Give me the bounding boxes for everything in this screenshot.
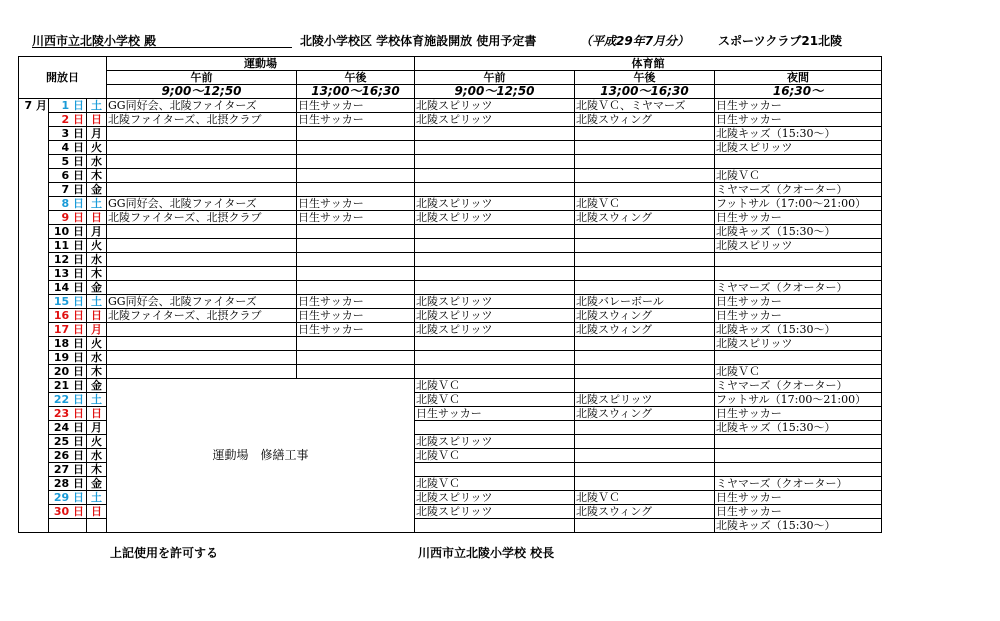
gym-night-cell: ミヤマーズ（クオーター）	[715, 183, 882, 197]
gym-afternoon-cell	[575, 169, 715, 183]
weekday-cell: 土	[87, 99, 107, 113]
weekday-cell: 日	[87, 505, 107, 519]
ground-afternoon-cell: 日生サッカー	[297, 295, 415, 309]
gym-night-cell: フットサル（17:00～21:00）	[715, 197, 882, 211]
day-cell: 24 日	[49, 421, 87, 435]
weekday-cell: 土	[87, 393, 107, 407]
gym-morning-cell	[415, 337, 575, 351]
gym-night-cell: 北陵キッズ（15:30～）	[715, 421, 882, 435]
gym-night-cell	[715, 155, 882, 169]
ground-morning-cell	[107, 267, 297, 281]
gym-afternoon-cell	[575, 155, 715, 169]
gym-morning-cell	[415, 519, 575, 533]
gym-afternoon-cell	[575, 379, 715, 393]
weekday-cell: 日	[87, 309, 107, 323]
gym-morning-cell	[415, 141, 575, 155]
gym-night-cell: 日生サッカー	[715, 407, 882, 421]
gym-morning-cell: 北陵スピリッツ	[415, 211, 575, 225]
day-cell: 8 日	[49, 197, 87, 211]
day-cell: 3 日	[49, 127, 87, 141]
gym-afternoon-cell: 北陵スピリッツ	[575, 393, 715, 407]
gym-afternoon-cell	[575, 281, 715, 295]
document-period: （平成29年7月分）	[580, 34, 690, 48]
ground-morning-cell: GG同好会、北陵ファイターズ	[107, 197, 297, 211]
day-cell: 15 日	[49, 295, 87, 309]
gym-afternoon-cell	[575, 449, 715, 463]
ground-morning-header: 午前	[107, 71, 297, 85]
table-row	[19, 99, 882, 113]
ground-afternoon-cell	[297, 169, 415, 183]
weekday-cell: 水	[87, 449, 107, 463]
gym-afternoon-cell: 北陵スウィング	[575, 211, 715, 225]
ground-morning-cell	[107, 127, 297, 141]
gym-morning-cell: 北陵ＶＣ	[415, 379, 575, 393]
gym-night-cell	[715, 435, 882, 449]
table-row	[19, 155, 882, 169]
ground-morning-cell	[107, 337, 297, 351]
ground-morning-cell: 北陵ファイターズ、北摂クラブ	[107, 309, 297, 323]
day-cell: 5 日	[49, 155, 87, 169]
ground-afternoon-cell	[297, 141, 415, 155]
day-cell: 29 日	[49, 491, 87, 505]
gym-afternoon-cell	[575, 477, 715, 491]
gym-afternoon-cell	[575, 225, 715, 239]
weekday-cell: 日	[87, 211, 107, 225]
gym-afternoon-cell: 北陵スウィング	[575, 505, 715, 519]
day-cell: 11 日	[49, 239, 87, 253]
gym-morning-cell: 北陵ＶＣ	[415, 393, 575, 407]
gym-morning-cell: 北陵スピリッツ	[415, 491, 575, 505]
ground-morning-cell	[107, 323, 297, 337]
day-cell: 19 日	[49, 351, 87, 365]
gym-afternoon-cell	[575, 435, 715, 449]
ground-afternoon-cell	[297, 253, 415, 267]
day-cell: 6 日	[49, 169, 87, 183]
gym-night-cell	[715, 253, 882, 267]
gym-afternoon-cell	[575, 421, 715, 435]
gym-afternoon-cell	[575, 239, 715, 253]
gym-morning-cell	[415, 351, 575, 365]
table-row	[19, 127, 882, 141]
gym-night-cell: 日生サッカー	[715, 309, 882, 323]
club-name: スポーツクラブ21北陵	[718, 34, 843, 48]
gym-header: 体育館	[415, 57, 882, 71]
ground-afternoon-cell	[297, 239, 415, 253]
day-cell: 28 日	[49, 477, 87, 491]
gym-morning-cell: 北陵スピリッツ	[415, 113, 575, 127]
gym-night-cell	[715, 351, 882, 365]
gym-afternoon-cell	[575, 365, 715, 379]
document-title: 北陵小学校区 学校体育施設開放 使用予定書	[300, 34, 537, 48]
gym-morning-cell: 北陵スピリッツ	[415, 309, 575, 323]
day-cell: 14 日	[49, 281, 87, 295]
ground-afternoon-cell	[297, 351, 415, 365]
gym-night-cell: 北陵ＶＣ	[715, 365, 882, 379]
ground-afternoon-cell: 日生サッカー	[297, 323, 415, 337]
ground-morning-cell: 北陵ファイターズ、北摂クラブ	[107, 211, 297, 225]
gym-night-cell: 北陵ＶＣ	[715, 169, 882, 183]
gym-night-cell: 北陵キッズ（15:30～）	[715, 323, 882, 337]
ground-afternoon-cell	[297, 155, 415, 169]
gym-night-cell: ミヤマーズ（クオーター）	[715, 379, 882, 393]
gym-morning-header: 午前	[415, 71, 575, 85]
gym-morning-cell: 北陵スピリッツ	[415, 295, 575, 309]
weekday-cell	[87, 519, 107, 533]
gym-morning-cell: 北陵スピリッツ	[415, 323, 575, 337]
gym-morning-cell: 北陵スピリッツ	[415, 505, 575, 519]
gym-morning-cell: 北陵スピリッツ	[415, 197, 575, 211]
gym-morning-cell	[415, 281, 575, 295]
weekday-cell: 金	[87, 183, 107, 197]
gym-night-cell: ミヤマーズ（クオーター）	[715, 477, 882, 491]
day-cell: 18 日	[49, 337, 87, 351]
ground-morning-cell	[107, 183, 297, 197]
month-cell: 7 月	[19, 99, 49, 533]
day-cell: 25 日	[49, 435, 87, 449]
ground-construction-cell: 運動場 修繕工事	[107, 379, 415, 533]
gym-morning-cell: 日生サッカー	[415, 407, 575, 421]
open-day-header: 開放日	[19, 57, 107, 99]
ground-afternoon-cell	[297, 267, 415, 281]
weekday-cell: 火	[87, 141, 107, 155]
ground-morning-time: 9;00～12;50	[107, 85, 297, 99]
gym-night-cell: 日生サッカー	[715, 505, 882, 519]
gym-night-cell: 北陵キッズ（15:30～）	[715, 225, 882, 239]
day-cell	[49, 519, 87, 533]
gym-night-cell	[715, 449, 882, 463]
gym-morning-cell	[415, 239, 575, 253]
ground-afternoon-time: 13;00～16;30	[297, 85, 415, 99]
gym-afternoon-cell	[575, 337, 715, 351]
weekday-cell: 月	[87, 421, 107, 435]
schedule-body	[19, 99, 882, 533]
weekday-cell: 金	[87, 379, 107, 393]
gym-night-cell: 北陵キッズ（15:30～）	[715, 519, 882, 533]
gym-morning-cell	[415, 463, 575, 477]
gym-afternoon-time: 13;00～16;30	[575, 85, 715, 99]
gym-afternoon-header: 午後	[575, 71, 715, 85]
permit-text: 上記使用を許可する	[110, 546, 219, 560]
day-cell: 26 日	[49, 449, 87, 463]
gym-morning-cell	[415, 169, 575, 183]
weekday-cell: 火	[87, 337, 107, 351]
gym-morning-cell	[415, 253, 575, 267]
weekday-cell: 金	[87, 477, 107, 491]
day-cell: 10 日	[49, 225, 87, 239]
ground-afternoon-cell	[297, 281, 415, 295]
gym-afternoon-cell: 北陵スウィング	[575, 113, 715, 127]
table-row	[19, 267, 882, 281]
table-row	[19, 365, 882, 379]
weekday-cell: 月	[87, 127, 107, 141]
day-cell: 22 日	[49, 393, 87, 407]
gym-morning-time: 9;00～12;50	[415, 85, 575, 99]
ground-afternoon-header: 午後	[297, 71, 415, 85]
day-cell: 30 日	[49, 505, 87, 519]
weekday-cell: 水	[87, 351, 107, 365]
gym-afternoon-cell: 北陵スウィング	[575, 323, 715, 337]
gym-morning-cell	[415, 421, 575, 435]
gym-afternoon-cell: 北陵スウィング	[575, 309, 715, 323]
weekday-cell: 木	[87, 267, 107, 281]
gym-morning-cell	[415, 183, 575, 197]
weekday-cell: 火	[87, 239, 107, 253]
gym-night-cell: 日生サッカー	[715, 113, 882, 127]
ground-morning-cell	[107, 253, 297, 267]
gym-morning-cell: 北陵スピリッツ	[415, 435, 575, 449]
day-cell: 2 日	[49, 113, 87, 127]
recipient-underline	[32, 47, 292, 48]
table-row	[19, 141, 882, 155]
table-row	[19, 337, 882, 351]
day-cell: 17 日	[49, 323, 87, 337]
ground-afternoon-cell: 日生サッカー	[297, 309, 415, 323]
day-cell: 1 日	[49, 99, 87, 113]
gym-night-cell: 北陵スピリッツ	[715, 337, 882, 351]
gym-afternoon-cell	[575, 127, 715, 141]
gym-morning-cell: 北陵ＶＣ	[415, 477, 575, 491]
ground-afternoon-cell: 日生サッカー	[297, 113, 415, 127]
gym-afternoon-cell	[575, 253, 715, 267]
weekday-cell: 木	[87, 365, 107, 379]
weekday-cell: 日	[87, 113, 107, 127]
gym-afternoon-cell	[575, 519, 715, 533]
gym-night-cell: 日生サッカー	[715, 295, 882, 309]
gym-afternoon-cell	[575, 463, 715, 477]
ground-morning-cell	[107, 351, 297, 365]
gym-morning-cell	[415, 225, 575, 239]
ground-morning-cell	[107, 141, 297, 155]
ground-afternoon-cell: 日生サッカー	[297, 197, 415, 211]
gym-night-cell: 日生サッカー	[715, 99, 882, 113]
gym-afternoon-cell: 北陵スウィング	[575, 407, 715, 421]
day-cell: 4 日	[49, 141, 87, 155]
gym-night-time: 16;30～	[715, 85, 882, 99]
ground-morning-cell	[107, 365, 297, 379]
ground-morning-cell: GG同好会、北陵ファイターズ	[107, 295, 297, 309]
weekday-cell: 火	[87, 435, 107, 449]
gym-afternoon-cell	[575, 267, 715, 281]
table-row	[19, 309, 882, 323]
table-row	[19, 113, 882, 127]
table-row	[19, 183, 882, 197]
day-cell: 16 日	[49, 309, 87, 323]
gym-morning-cell	[415, 365, 575, 379]
gym-night-cell: ミヤマーズ（クオーター）	[715, 281, 882, 295]
ground-morning-cell	[107, 281, 297, 295]
gym-night-cell: 日生サッカー	[715, 491, 882, 505]
table-row	[19, 295, 882, 309]
gym-night-cell: 北陵キッズ（15:30～）	[715, 127, 882, 141]
ground-header: 運動場	[107, 57, 415, 71]
gym-morning-cell: 北陵ＶＣ	[415, 449, 575, 463]
weekday-cell: 土	[87, 197, 107, 211]
recipient-school: 川西市立北陵小学校 殿	[32, 34, 157, 48]
day-cell: 20 日	[49, 365, 87, 379]
gym-night-cell	[715, 463, 882, 477]
gym-night-cell: フットサル（17:00～21:00）	[715, 393, 882, 407]
day-cell: 7 日	[49, 183, 87, 197]
ground-afternoon-cell	[297, 183, 415, 197]
gym-afternoon-cell: 北陵バレーボール	[575, 295, 715, 309]
day-cell: 21 日	[49, 379, 87, 393]
gym-afternoon-cell: 北陵ＶＣ	[575, 197, 715, 211]
gym-afternoon-cell: 北陵ＶＣ	[575, 491, 715, 505]
gym-morning-cell	[415, 267, 575, 281]
table-row	[19, 225, 882, 239]
day-cell: 12 日	[49, 253, 87, 267]
weekday-cell: 日	[87, 407, 107, 421]
table-row	[19, 197, 882, 211]
gym-afternoon-cell	[575, 183, 715, 197]
ground-morning-cell	[107, 169, 297, 183]
gym-afternoon-cell	[575, 141, 715, 155]
table-row	[19, 323, 882, 337]
gym-morning-cell: 北陵スピリッツ	[415, 99, 575, 113]
ground-morning-cell	[107, 239, 297, 253]
ground-afternoon-cell	[297, 337, 415, 351]
ground-morning-cell: 北陵ファイターズ、北摂クラブ	[107, 113, 297, 127]
table-row	[19, 239, 882, 253]
day-cell: 23 日	[49, 407, 87, 421]
gym-night-cell: 北陵スピリッツ	[715, 141, 882, 155]
weekday-cell: 土	[87, 295, 107, 309]
weekday-cell: 木	[87, 169, 107, 183]
weekday-cell: 金	[87, 281, 107, 295]
gym-afternoon-cell	[575, 351, 715, 365]
ground-morning-cell: GG同好会、北陵ファイターズ	[107, 99, 297, 113]
gym-afternoon-cell: 北陵ＶＣ、ミヤマーズ	[575, 99, 715, 113]
day-cell: 13 日	[49, 267, 87, 281]
ground-morning-cell	[107, 155, 297, 169]
weekday-cell: 木	[87, 463, 107, 477]
principal-signature: 川西市立北陵小学校 校長	[418, 546, 555, 560]
weekday-cell: 水	[87, 155, 107, 169]
weekday-cell: 土	[87, 491, 107, 505]
gym-morning-cell	[415, 127, 575, 141]
gym-night-header: 夜間	[715, 71, 882, 85]
weekday-cell: 月	[87, 323, 107, 337]
weekday-cell: 水	[87, 253, 107, 267]
day-cell: 27 日	[49, 463, 87, 477]
gym-night-cell: 北陵スピリッツ	[715, 239, 882, 253]
table-row	[19, 169, 882, 183]
table-row	[19, 351, 882, 365]
table-row	[19, 253, 882, 267]
ground-afternoon-cell	[297, 225, 415, 239]
ground-afternoon-cell	[297, 365, 415, 379]
table-row	[19, 211, 882, 225]
ground-afternoon-cell	[297, 127, 415, 141]
gym-night-cell	[715, 267, 882, 281]
table-row	[19, 281, 882, 295]
gym-night-cell: 日生サッカー	[715, 211, 882, 225]
weekday-cell: 月	[87, 225, 107, 239]
table-row	[19, 379, 882, 393]
ground-afternoon-cell: 日生サッカー	[297, 99, 415, 113]
schedule-table	[18, 56, 882, 533]
day-cell: 9 日	[49, 211, 87, 225]
ground-morning-cell	[107, 225, 297, 239]
ground-afternoon-cell: 日生サッカー	[297, 211, 415, 225]
gym-morning-cell	[415, 155, 575, 169]
